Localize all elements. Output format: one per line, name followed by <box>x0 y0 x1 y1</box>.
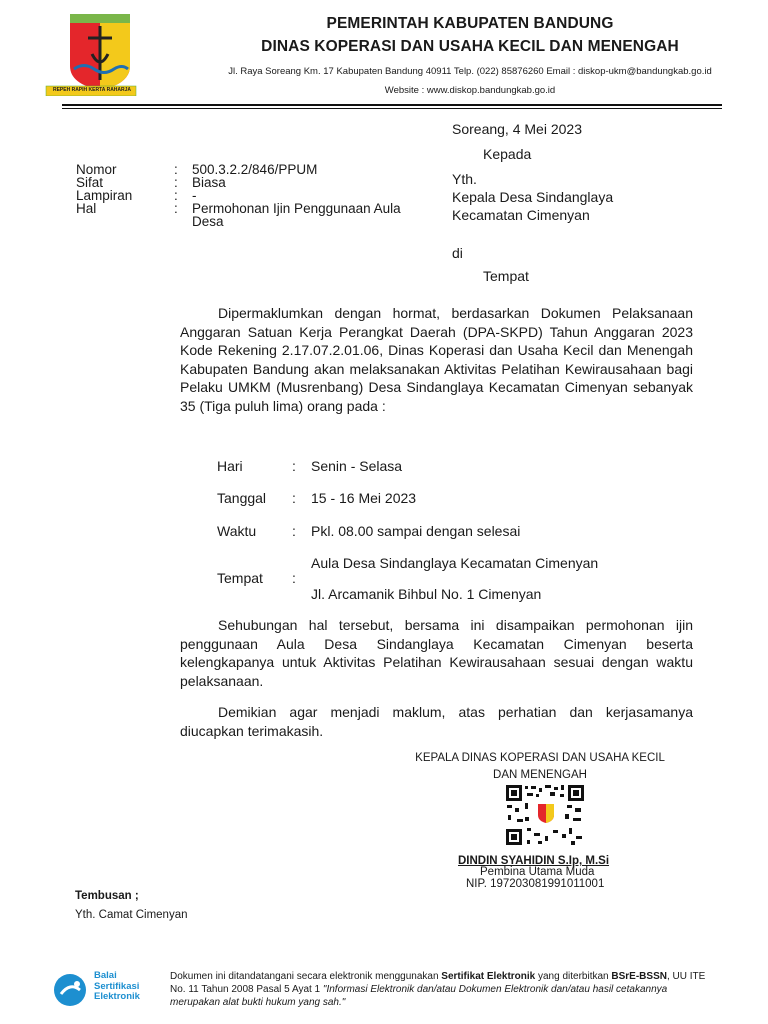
recipient-district: Kecamatan Cimenyan <box>452 207 590 223</box>
e-signature-note: Dokumen ini ditandatangani secara elektronik menggunakan Sertifikat Elektronik yang diterbitkan BSrE-BSSN, UU ITE No. 11 Tahun 2008 Pasal 5 Ayat 1 "Informasi Elektronik dan/atau Dokumen Elektronik dan/atau hasil cetakannya merupakan alat bukti hukum yang sah." <box>170 971 706 1008</box>
qr-code <box>505 784 585 846</box>
header-website: Website : www.diskop.bandungkab.go.id <box>384 85 556 96</box>
logo-motto: REPEH RAPIH KERTA RAHARJA <box>52 87 132 93</box>
bandung-regency-logo <box>44 14 144 96</box>
detail-tanggal-value: 15 - 16 Mei 2023 <box>311 490 417 506</box>
header-government: PEMERINTAH KABUPATEN BANDUNG <box>326 15 614 32</box>
header-agency: DINAS KOPERASI DAN USAHA KECIL DAN MENENGAH <box>261 38 679 55</box>
body-paragraph-3: Demikian agar menjadi maklum, atas perhatian dan kerjasamanya diucapkan terimakasih. <box>180 704 693 739</box>
header-rule-thin <box>62 108 722 109</box>
recipient-yth: Yth. <box>452 171 477 187</box>
detail-waktu-label: Waktu <box>217 523 257 539</box>
signature-title-1: KEPALA DINAS KOPERASI DAN USAHA KECIL <box>415 752 665 764</box>
meta-label: Lampiran <box>76 188 133 203</box>
meta-value: Permohonan Ijin Penggunaan Aula Desa <box>192 201 401 229</box>
body-paragraph-2: Sehubungan hal tersebut, bersama ini disampaikan permohonan ijin penggunaan Aula Desa Sindanglaya Kecamatan Cimenyan beserta kelengkapanya untuk Aktivitas Pelatihan Kewirausahaan sesuai dengan waktu pelaksanaan. <box>180 617 693 689</box>
detail-hari-value: Senin - Selasa <box>311 458 403 474</box>
bsre-emblem-icon <box>52 972 88 1008</box>
meta-label: Hal <box>76 201 97 216</box>
signatory-nip: NIP. 197203081991011001 <box>466 878 605 890</box>
meta-value: 500.3.2.2/846/PPUM <box>192 162 318 177</box>
recipient-name: Kepala Desa Sindanglaya <box>452 189 614 205</box>
bsre-logo: Balai Sertifikasi Elektronik <box>52 968 162 1012</box>
header-address: Jl. Raya Soreang Km. 17 Kabupaten Bandung 40911 Telp. (022) 85876260 Email : diskop-ukm@bandungkab.go.id <box>228 66 712 77</box>
meta-label: Nomor <box>76 162 117 177</box>
letter-date: Soreang, 4 Mei 2023 <box>452 121 582 137</box>
signature-title-2: DAN MENENGAH <box>493 769 587 781</box>
meta-value: Biasa <box>192 175 226 190</box>
detail-tanggal-label: Tanggal <box>217 490 267 506</box>
meta-value: - <box>192 188 197 203</box>
recipient-to: Kepada <box>483 146 532 162</box>
meta-label: Sifat <box>76 175 104 190</box>
detail-tempat-value-2: Jl. Arcamanik Bihbul No. 1 Cimenyan <box>311 586 542 602</box>
body-paragraph-1: Dipermaklumkan dengan hormat, berdasarkan Dokumen Pelaksanaan Anggaran Satuan Kerja Perangkat Daerah (DPA-SKPD) Tahun Anggaran 2023 Kode Rekening 2.17.07.2.01.06, Dinas Koperasi dan Usaha Kecil dan Menengah Kabupaten Bandung akan melaksanakan Aktivitas Pelatihan Kewirausahaan bagi Pelaku UMKM (Musrenbang) Desa Sindanglaya Kecamatan Cimenyan sebanyak 35 (Tiga puluh lima) orang pada : <box>180 305 693 414</box>
detail-tempat-label: Tempat <box>217 570 263 586</box>
cc-item: Yth. Camat Cimenyan <box>75 909 188 921</box>
signatory-rank: Pembina Utama Muda <box>480 866 595 878</box>
header-rule <box>62 104 722 106</box>
cc-heading: Tembusan ; <box>75 890 139 902</box>
detail-waktu-value: Pkl. 08.00 sampai dengan selesai <box>311 523 521 539</box>
signatory-name: DINDIN SYAHIDIN S.Ip, M.Si <box>458 855 610 867</box>
recipient-place: Tempat <box>483 268 529 284</box>
recipient-di: di <box>452 245 463 261</box>
detail-hari-label: Hari <box>217 458 243 474</box>
detail-tempat-value-1: Aula Desa Sindanglaya Kecamatan Cimenyan <box>311 555 599 571</box>
